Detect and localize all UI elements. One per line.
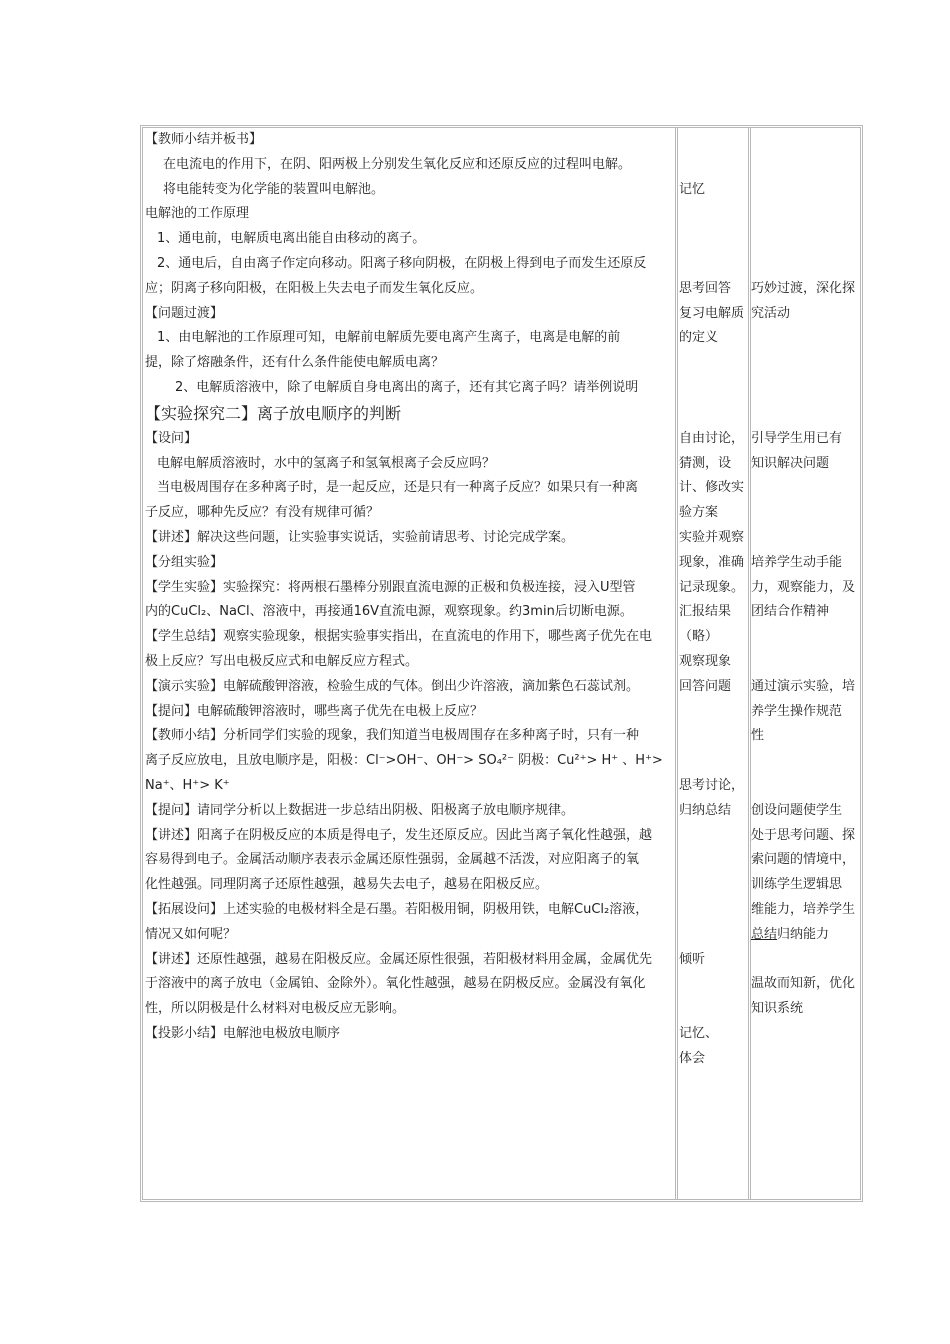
- text-line: [679, 700, 751, 725]
- text-line: 现象，准确: [679, 554, 745, 570]
- text-line: [679, 351, 751, 376]
- text-line: 【拓展设问】上述实验的电极材料全是石墨。若阳极用铜，阴极用铁，电解CuCl₂溶液，: [145, 901, 649, 917]
- text-line: [679, 749, 751, 774]
- text-line: [751, 227, 863, 252]
- text-line: [751, 774, 863, 799]
- text-line: 离子反应放电，且放电顺序是，阳极：Cl⁻>OH⁻、OH⁻> SO₄²⁻ 阴极：Cu²⁺> H⁺ 、H⁺>: [145, 753, 663, 769]
- text-line: 的定义: [679, 330, 719, 346]
- text-line: 容易得到电子。金属活动顺序表表示金属还原性强弱，金属越不活泼，对应阳离子的氧: [145, 852, 640, 868]
- text-line: [679, 153, 751, 178]
- design-intent-column: [751, 128, 863, 1199]
- text-line: 电解电解质溶液时，水中的氢离子和氢氧根离子会反应吗？: [157, 455, 496, 471]
- text-line: 记忆: [679, 181, 706, 197]
- text-line: [679, 252, 751, 277]
- text-line: 【讲述】还原性越强，越易在阳极反应。金属还原性很强，若阳极材料用金属，金属优先: [145, 951, 653, 967]
- text-line: 温故而知新，优化: [751, 976, 856, 992]
- text-line: 【演示实验】电解硫酸钾溶液，检验生成的气体。倒出少许溶液，滴加紫色石蕊试剂。: [145, 678, 640, 694]
- text-line: 归纳总结: [679, 802, 732, 818]
- text-line: 应；阴离子移向阳极，在阳极上失去电子而发生氧化反应。: [145, 280, 484, 296]
- text-line: [679, 972, 751, 997]
- text-line: [679, 923, 751, 948]
- text-line: 训练学生逻辑思: [751, 877, 843, 893]
- text-line: 将电能转变为化学能的装置叫电解池。: [163, 181, 385, 197]
- text-line: 思考讨论，: [679, 777, 745, 793]
- text-line: 记忆、: [679, 1025, 719, 1041]
- text-line: 极上反应？写出电极反应式和电解反应方程式。: [145, 653, 419, 669]
- text-line: 验方案: [679, 505, 719, 521]
- text-line: [751, 128, 863, 153]
- text-line: 【提问】请同学分析以上数据进一步总结出阴极、阳极离子放电顺序规律。: [145, 802, 575, 818]
- text-line: 【教师小结】分析同学们实验的现象，我们知道当电极周围存在多种离子时，只有一种: [145, 728, 640, 744]
- text-line: 性: [751, 728, 765, 744]
- text-line: 观察现象: [679, 653, 732, 669]
- text-line: [679, 401, 751, 427]
- text-line: 【讲述】解决这些问题，让实验事实说话，实验前请思考、讨论完成学案。: [145, 529, 575, 545]
- text-line: [751, 501, 863, 526]
- text-line: 复习电解质: [679, 305, 745, 321]
- text-line: 维能力，培养学生: [751, 901, 856, 917]
- text-line: 性，所以阴极是什么材料对电极反应无影响。: [145, 1001, 406, 1017]
- text-line: 巧妙过渡，深化探: [751, 280, 856, 296]
- text-line: 【提问】电解硫酸钾溶液时，哪些离子优先在电极上反应？: [145, 703, 484, 719]
- text-line: [679, 128, 751, 153]
- text-line: 【投影小结】电解池电极放电顺序: [145, 1025, 341, 1041]
- text-line: [679, 848, 751, 873]
- text-line: 于溶液中的离子放电（金属铂、金除外）。氧化性越强，越易在阴极反应。金属没有氧化: [145, 976, 646, 992]
- text-line: 养学生操作规范: [751, 703, 843, 719]
- text-line: [679, 227, 751, 252]
- lesson-plan-table: [140, 125, 863, 1202]
- text-line: 【分组实验】: [145, 554, 224, 570]
- text-line: 索问题的情境中，: [751, 852, 856, 868]
- section-heading: 【实验探究二】离子放电顺序的判断: [145, 403, 402, 423]
- text-line: 2、电解质溶液中，除了电解质自身电离出的离子，还有其它离子吗？请举例说明: [175, 379, 639, 395]
- text-line: 知识系统: [751, 1001, 804, 1017]
- text-line: [751, 476, 863, 501]
- text-line: [751, 401, 863, 427]
- text-line: 在电流电的作用下，在阴、阳两极上分别发生氧化反应和还原反应的过程叫电解。: [163, 156, 632, 172]
- text-line: 情况又如何呢？: [145, 926, 237, 942]
- teacher-activity-column: [145, 128, 677, 1199]
- student-activity-column: [679, 128, 751, 1199]
- text-line: [679, 724, 751, 749]
- text-line: 思考回答: [679, 280, 732, 296]
- text-line: 记录现象。: [679, 579, 745, 595]
- text-line: [751, 948, 863, 973]
- text-line: 1、通电前，电解质电离出能自由移动的离子。: [157, 231, 426, 247]
- text-line: [679, 873, 751, 898]
- text-line: Na⁺、H⁺> K⁺: [145, 777, 230, 793]
- text-line: [751, 252, 863, 277]
- text-line: 创设问题使学生: [751, 802, 843, 818]
- text-line: [751, 749, 863, 774]
- text-line: 子反应，哪种先反应？有没有规律可循？: [145, 505, 380, 521]
- text-line: 【学生实验】实验探究：将两根石墨棒分别跟直流电源的正极和负极连接，浸入U型管: [145, 579, 636, 595]
- text-line: [679, 376, 751, 401]
- text-line: 【教师小结并板书】: [145, 132, 263, 147]
- text-line: [751, 326, 863, 351]
- text-line: 【讲述】阳离子在阴极反应的本质是得电子，发生还原反应。因此当离子氧化性越强，越: [145, 827, 653, 843]
- underlined-text: 总结: [751, 926, 778, 942]
- text-line: 力，观察能力，及: [751, 579, 856, 595]
- text-line: 提，除了熔融条件，还有什么条件能使电解质电离？: [145, 355, 445, 371]
- text-line: 计、修改实: [679, 480, 745, 496]
- text-line: 猜测，设: [679, 455, 732, 471]
- text-line: 知识解决问题: [751, 455, 830, 471]
- text-line: 2、通电后，自由离子作定向移动。阳离子移向阴极，在阴极上得到电子而发生还原反: [157, 255, 647, 271]
- text-line: [751, 650, 863, 675]
- text-line: 究活动: [751, 305, 791, 321]
- text-line: [751, 526, 863, 551]
- text-line: [679, 898, 751, 923]
- text-line: [751, 178, 863, 203]
- text-line: 回答问题: [679, 678, 732, 694]
- text-line: [679, 997, 751, 1022]
- text-line: 【学生总结】观察实验现象，根据实验事实指出，在直流电的作用下，哪些离子优先在电: [145, 629, 653, 645]
- text-line: 体会: [679, 1050, 706, 1066]
- text-line: （略）: [679, 629, 719, 645]
- text-line: 化性越强。同理阴离子还原性越强，越易失去电子，越易在阳极反应。: [145, 877, 549, 893]
- text-line: 处于思考问题、探: [751, 827, 856, 843]
- text-line: [751, 153, 863, 178]
- text-line: 培养学生动手能: [751, 554, 843, 570]
- text-line: 自由讨论，: [679, 430, 745, 446]
- text-line: [751, 202, 863, 227]
- text-line: 内的CuCl₂、NaCl、溶液中，再接通16V直流电源，观察现象。约3min后切断电源。: [145, 604, 633, 620]
- text-line: 倾听: [679, 951, 706, 967]
- text-line: 引导学生用已有: [751, 430, 843, 446]
- text-line: 【问题过渡】: [145, 305, 224, 321]
- text-line: 1、由电解池的工作原理可知，电解前电解质先要电离产生离子，电离是电解的前: [157, 330, 621, 346]
- text-line: 汇报结果: [679, 604, 732, 620]
- text-line: 当电极周围存在多种离子时，是一起反应，还是只有一种离子反应？如果只有一种离: [157, 480, 639, 496]
- text-line: [751, 376, 863, 401]
- text-line: [679, 202, 751, 227]
- text-line: 电解池的工作原理: [145, 206, 250, 222]
- text-line: [679, 824, 751, 849]
- text-line: 实验并观察: [679, 529, 745, 545]
- text-line: 总结归纳能力: [751, 926, 830, 942]
- text-line: 【设问】: [145, 430, 198, 446]
- text-line: 通过演示实验，培: [751, 678, 856, 694]
- text-line: [751, 625, 863, 650]
- text-line: [751, 351, 863, 376]
- text-line: 团结合作精神: [751, 604, 830, 620]
